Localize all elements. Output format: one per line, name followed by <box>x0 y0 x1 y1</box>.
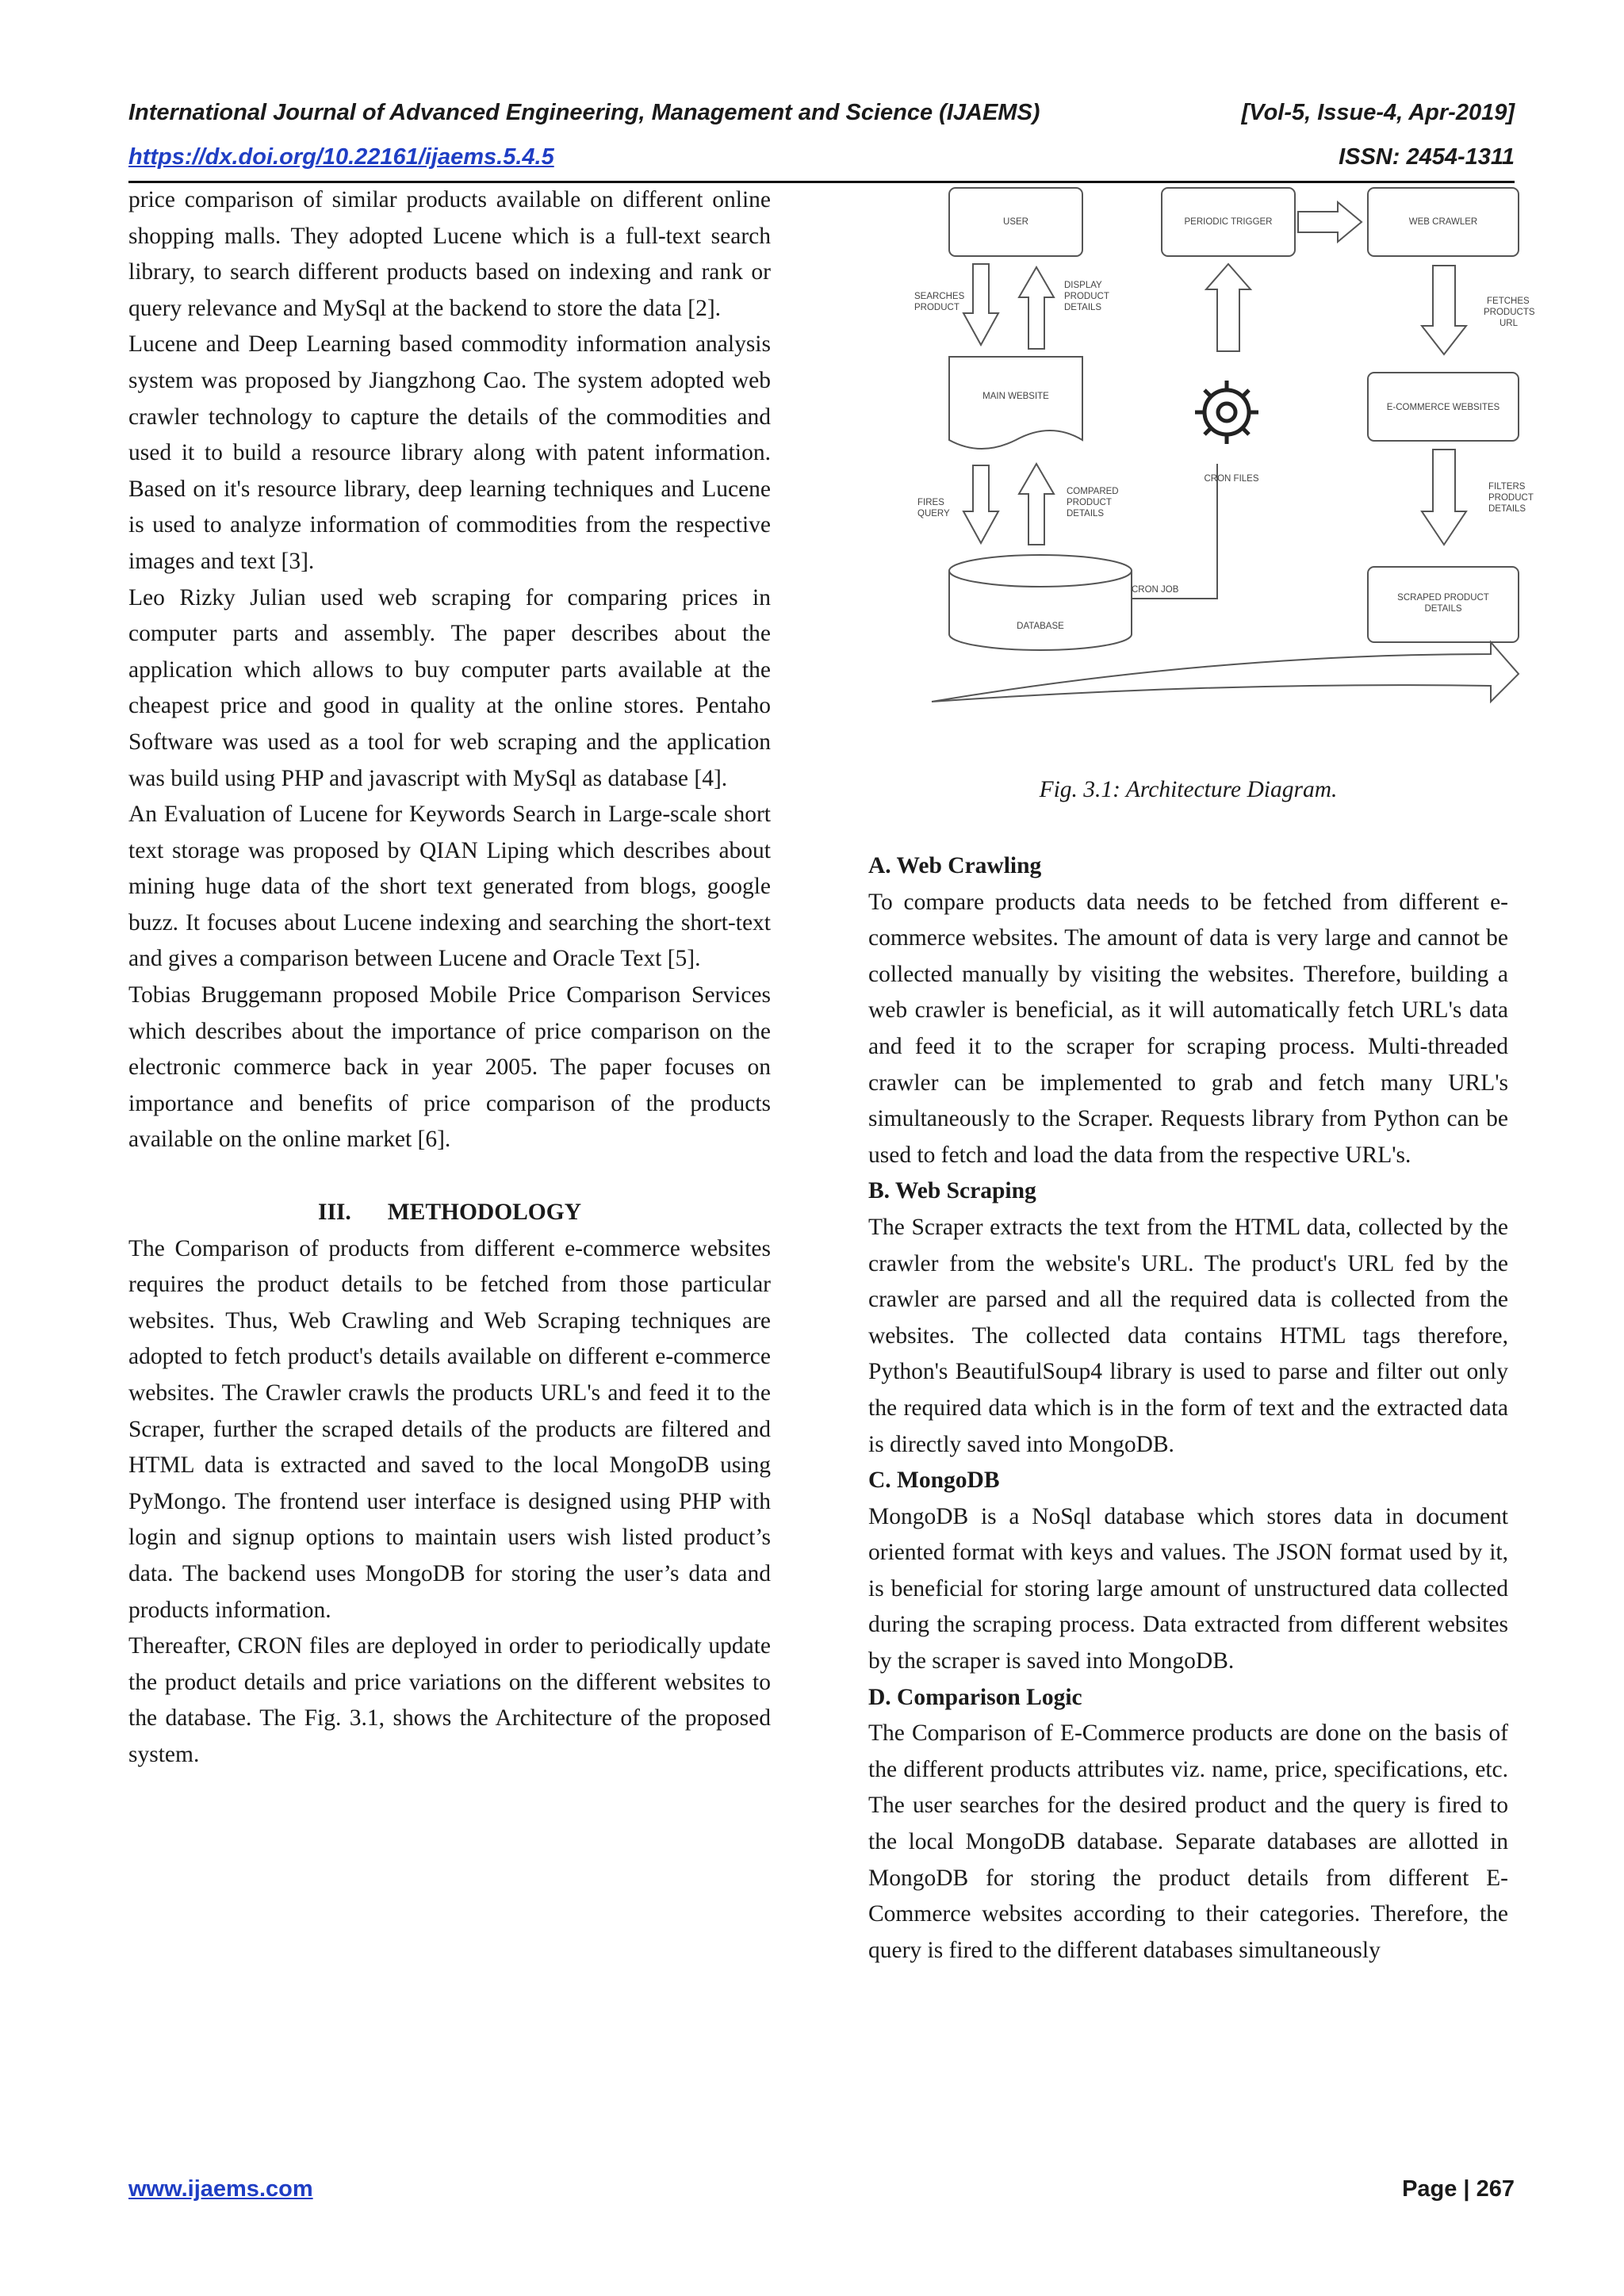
fetches-label: FETCHES <box>1487 297 1530 306</box>
paragraph: The Comparison of E-Commerce products are done on the basis of the different products attributes viz. name, price, specifications, etc. The user searches for the desired product and the query is fired to the local MongoDB database. Separate databases are allotted in MongoDB for storing the product details from different E-Commerce websites according to their categories. Therefore, the query is fired to the different databases simultaneously <box>868 1720 1508 1963</box>
arrow-crawler-down <box>1422 266 1466 354</box>
display-label: PRODUCT <box>1064 292 1109 301</box>
compared-label: DETAILS <box>1067 509 1105 519</box>
database-label: DATABASE <box>1017 622 1064 631</box>
cron-job-label: CRON JOB <box>1132 585 1179 595</box>
subsection-heading: B. Web Scraping <box>868 1178 1036 1204</box>
arrow-websites-down <box>1422 450 1466 545</box>
main-website-label: MAIN WEBSITE <box>982 392 1049 401</box>
paragraph: Thereafter, CRON files are deployed in order to periodically update the product details and price variations on the different websites to the database. The Fig. 3.1, shows the Architecture of the proposed system. <box>128 1633 771 1767</box>
section-number: III. <box>317 1200 351 1226</box>
scraped-label: SCRAPED PRODUCT <box>1397 593 1489 603</box>
page-number: Page | 267 <box>1402 2176 1515 2202</box>
filters-label: FILTERS <box>1488 482 1526 492</box>
database-top <box>949 555 1132 587</box>
fetches-label: PRODUCTS <box>1484 308 1534 317</box>
main-website-box <box>949 357 1082 449</box>
journal-subheader <box>128 144 1515 179</box>
arrow-trigger-up <box>1206 264 1251 351</box>
subsection-heading: D. Comparison Logic <box>868 1684 1082 1710</box>
arrow-trigger-to-crawler <box>1298 202 1362 242</box>
website-link[interactable]: www.ijaems.com <box>128 2176 313 2202</box>
figure-caption: Fig. 3.1: Architecture Diagram. <box>1039 777 1338 802</box>
arrow-main-up <box>1019 464 1054 545</box>
compared-label: COMPARED <box>1067 487 1119 496</box>
paragraph: MongoDB is a NoSql database which stores data in document oriented format with keys and values. The JSON format used by it, is beneficial for storing large amount of unstructured data collected during the scraping process. Data extracted from different websites by the scraper is saved into MongoDB. <box>868 1503 1508 1674</box>
compared-label: PRODUCT <box>1067 498 1112 507</box>
filters-label: PRODUCT <box>1488 493 1534 503</box>
paragraph: An Evaluation of Lucene for Keywords Search in Large-scale short text storage was proposed by QIAN Liping which describes about mining huge data of the short text generated from blogs, google buzz. It focuses about Lucene indexing and searching the short-text and gives a comparison between Lucene and Oracle Text [5]. <box>128 802 771 972</box>
scraped-label: DETAILS <box>1424 604 1462 614</box>
user-label: USER <box>1003 217 1028 227</box>
paragraph: price comparison of similar products available on different online shopping malls. They adopted Lucene which is a full-text search library, to search different products based on indexing and rank or query relevance and MySql at the backend to store the data [2]. <box>128 187 771 321</box>
ecommerce-websites-label: E-COMMERCE WEBSITES <box>1386 403 1500 412</box>
journal-title: International Journal of Advanced Engineering, Management and Science (IJAEMS) <box>128 100 1040 125</box>
fetches-label: URL <box>1500 319 1519 328</box>
cron-job-line <box>1132 464 1217 599</box>
journal-header <box>128 100 1515 135</box>
architecture-diagram-svg <box>900 178 1534 725</box>
section-title: METHODOLOGY <box>387 1200 582 1226</box>
page-footer <box>128 2176 1515 2211</box>
paragraph: The Scraper extracts the text from the HTML data, collected by the crawler from the website's URL. The product's URL fed by the crawler are parsed and all the required data is collected from the websites. The collected data contains HTML tags therefore, Python's BeautifulSoup4 library is used to parse and filter out only the required data which is in the form of text and the extracted data is directly saved into MongoDB. <box>868 1214 1508 1457</box>
subsection-heading: A. Web Crawling <box>868 853 1042 878</box>
section-heading <box>128 1195 771 1231</box>
paragraph: The Comparison of products from different e-commerce websites requires the product details to be fetched from those particular websites. Thus, Web Crawling and Web Scraping techniques are adopted to fetch product's details available on different e-commerce websites. The Crawler crawls the products URL's and feed it to the Scraper, further the scraped details of the products are filtered and HTML data is extracted and saved to the local MongoDB using PyMongo. The frontend user interface is designed using PHP with login and signup options to maintain users wish listed product’s data. The backend uses MongoDB for storing the user’s data and products information. <box>128 1235 771 1623</box>
cron-files-label: CRON FILES <box>1204 474 1259 484</box>
paragraph: Lucene and Deep Learning based commodity information analysis system was proposed by Jiangzhong Cao. The system adopted web crawler technology to capture the details of the commodities and used it to build a resource library along with patent information. Based on it's resource library, deep learning techniques and Lucene is used to analyze information of commodities from the respective images and text [3]. <box>128 331 771 574</box>
periodic-trigger-label: PERIODIC TRIGGER <box>1184 217 1273 227</box>
display-label: DISPLAY <box>1064 281 1102 290</box>
subsection-heading: C. MongoDB <box>868 1468 1000 1494</box>
paragraph: Leo Rizky Julian used web scraping for comparing prices in computer parts and assembly. The paper describes about the application which allows to buy computer parts available at the cheapest price and good in quality at the online stores. Pentaho Software was used as a tool for web scraping and the application was build using PHP and javascript with MySql as database [4]. <box>128 584 771 791</box>
fires-query-label: FIRES <box>917 498 944 507</box>
display-label: DETAILS <box>1064 303 1102 312</box>
return-curve-arrow <box>932 642 1519 702</box>
doi-link[interactable]: https://dx.doi.org/10.22161/ijaems.5.4.5 <box>128 144 554 170</box>
volume-info: [Vol-5, Issue-4, Apr-2019] <box>1241 100 1515 125</box>
filters-label: DETAILS <box>1488 504 1526 514</box>
arrow-main-down <box>963 465 998 543</box>
searches-label: PRODUCT <box>914 303 959 312</box>
paragraph: Tobias Bruggemann proposed Mobile Price Comparison Services which describes about the importance of price comparison on the electronic commerce back in year 2005. The paper focuses on importance and benefits of price comparison of the products available on the online market [6]. <box>128 982 771 1153</box>
arrow-user-up <box>1019 267 1054 349</box>
left-column <box>128 182 771 1774</box>
searches-label: SEARCHES <box>914 292 965 301</box>
arrow-user-down <box>963 264 998 345</box>
right-column <box>868 848 1508 1969</box>
fires-query-label: QUERY <box>917 509 950 519</box>
gear-icon <box>1195 381 1258 444</box>
issn: ISSN: 2454-1311 <box>1339 144 1515 170</box>
architecture-diagram <box>900 178 1534 725</box>
paragraph: To compare products data needs to be fetched from different e-commerce websites. The amount of data is very large and cannot be collected manually by visiting the websites. Therefore, building a web crawler is beneficial, as it will automatically fetch URL's data and feed it to the scraper for scraping process. Multi-threaded crawler can be implemented to grab and fetch many URL's simultaneously to the Scraper. Requests library from Python can be used to fetch and load the data from the respective URL's. <box>868 889 1508 1168</box>
web-crawler-label: WEB CRAWLER <box>1408 217 1478 227</box>
